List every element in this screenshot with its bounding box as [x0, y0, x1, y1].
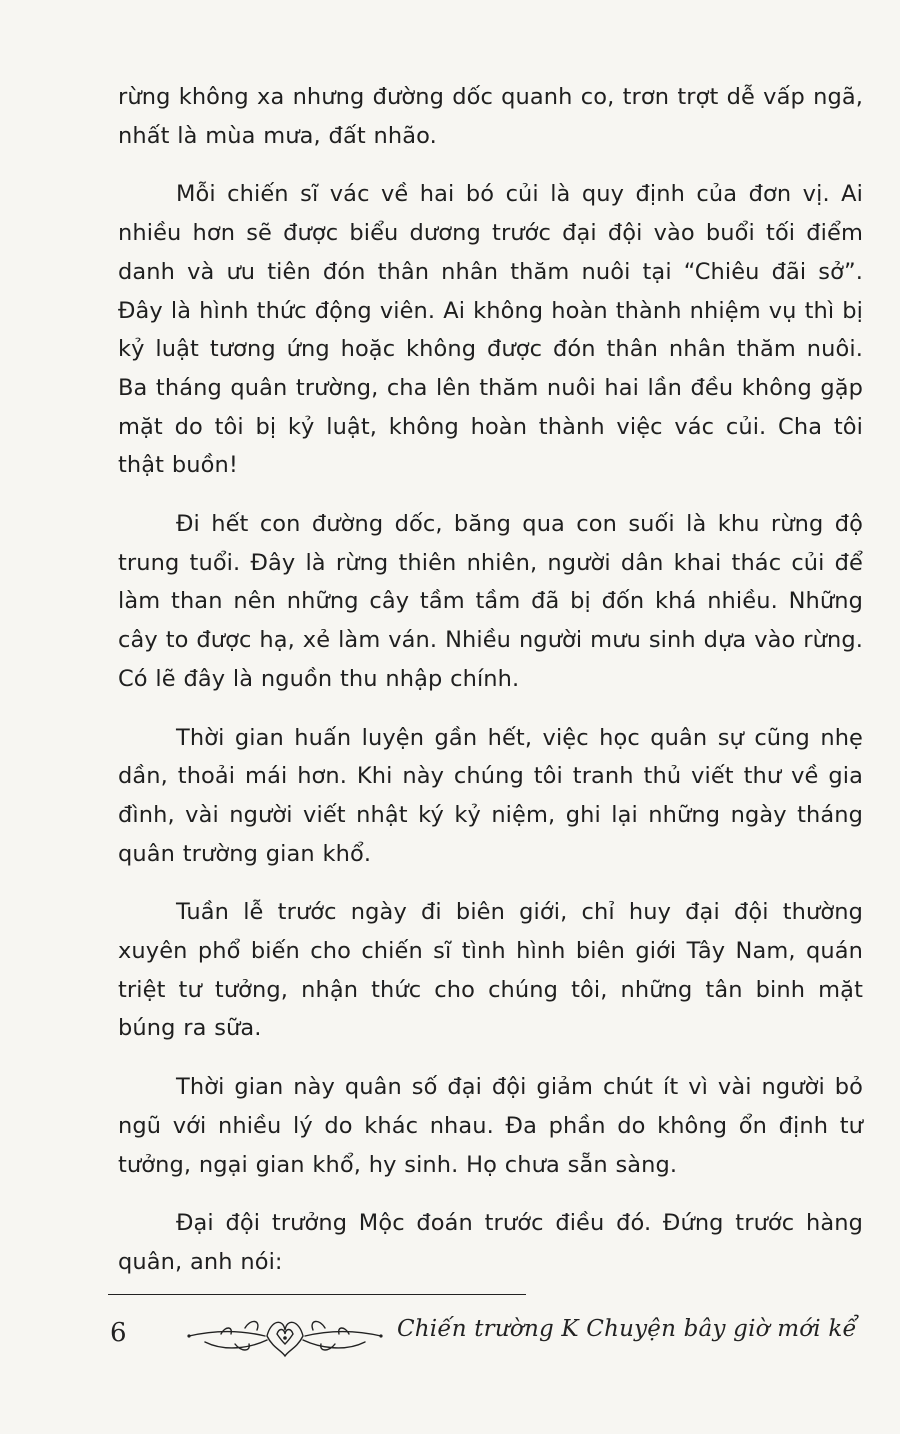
paragraph: Thời gian này quân số đại đội giảm chút ít vì vài người bỏ ngũ với nhiều lý do khác nhau. Đa phần do không ổn định tư tưởng, ngại gian khổ, hy sinh. Họ chưa sẵn sàng.	[118, 1074, 863, 1178]
paragraph: Mỗi chiến sĩ vác về hai bó củi là quy định của đơn vị. Ai nhiều hơn sẽ được biểu dương trước đại đội vào buổi tối điểm danh và ưu tiên đón thân nhân thăm nuôi tại “Chiêu đãi sở”. Đây là hình thức động viên. Ai không hoàn thành nhiệm vụ thì bị kỷ luật tương ứng hoặc không được đón thân nhân thăm nuôi. Ba tháng quân trường, cha lên thăm nuôi hai lần đều không gặp mặt do tôi bị kỷ luật, không hoàn thành việc vác củi. Cha tôi thật buồn!	[118, 181, 863, 479]
page-number: 6	[110, 1318, 127, 1348]
paragraph-continuation: rừng không xa nhưng đường dốc quanh co, trơn trợt dễ vấp ngã, nhất là mùa mưa, đất nhão.	[118, 84, 863, 149]
body-text	[118, 78, 863, 1302]
running-footer-title: Chiến trường K Chuyện bây giờ mới kể	[397, 1316, 857, 1342]
paragraph: Thời gian huấn luyện gần hết, việc học quân sự cũng nhẹ dần, thoải mái hơn. Khi này chúng tôi tranh thủ viết thư về gia đình, vài người viết nhật ký kỷ niệm, ghi lại những ngày tháng quân trường gian khổ.	[118, 724, 863, 867]
footer-divider	[108, 1294, 526, 1295]
flourish-ornament-icon	[185, 1312, 385, 1358]
paragraph: Đại đội trưởng Mộc đoán trước điều đó. Đứng trước hàng quân, anh nói:	[118, 1210, 863, 1275]
paragraph: Đi hết con đường dốc, băng qua con suối là khu rừng độ trung tuổi. Đây là rừng thiên nhiên, người dân khai thác củi để làm than nên những cây tầm tầm đã bị đốn khá nhiều. Những cây to được hạ, xẻ làm ván. Nhiều người mưu sinh dựa vào rừng. Có lẽ đây là nguồn thu nhập chính.	[118, 511, 863, 692]
paragraph: Tuần lễ trước ngày đi biên giới, chỉ huy đại đội thường xuyên phổ biến cho chiến sĩ tình hình biên giới Tây Nam, quán triệt tư tưởng, nhận thức cho chúng tôi, những tân binh mặt búng ra sữa.	[118, 899, 863, 1042]
